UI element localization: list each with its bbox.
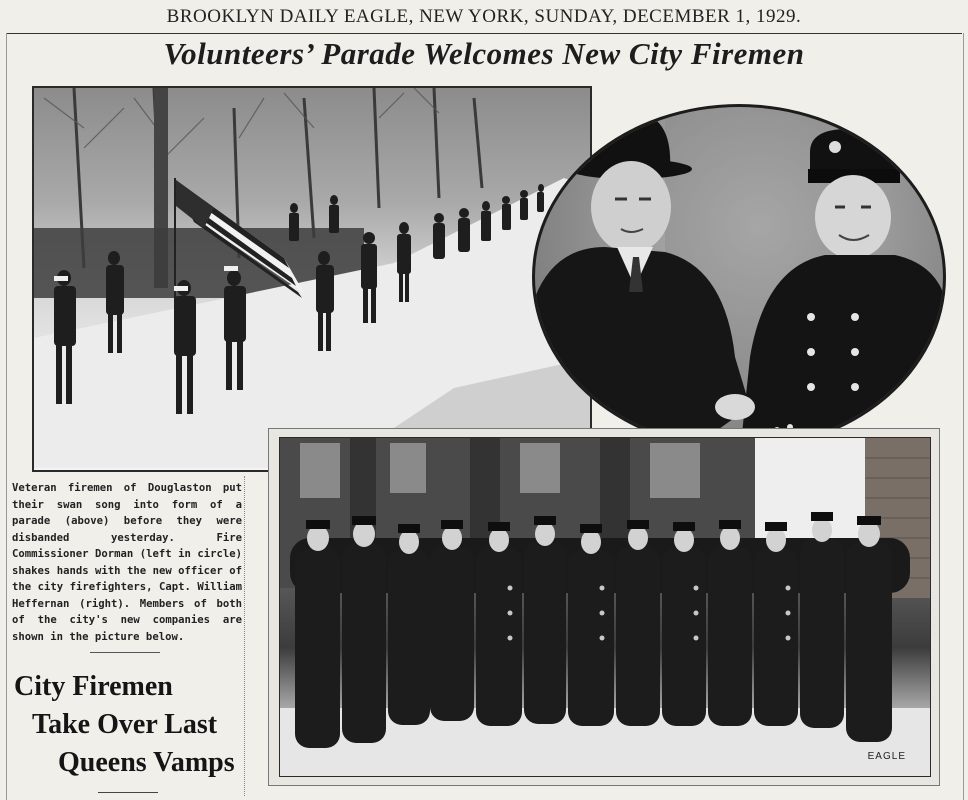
column-rule-left — [6, 33, 7, 800]
parade-illustration — [34, 88, 590, 470]
group-photo-frame — [268, 428, 940, 786]
subheadline-divider — [98, 792, 158, 793]
group-photo — [279, 437, 931, 777]
handshake-illustration — [535, 107, 946, 450]
handshake-portrait — [532, 104, 946, 450]
headline: Volunteers’ Parade Welcomes New City Firemen — [163, 36, 805, 71]
subheadline-line-2: Take Over Last — [32, 709, 218, 740]
subheadline-line-1: City Firemen — [14, 671, 173, 702]
photo-caption: Veteran firemen of Douglaston put their swan song into form of a parade (above) before they were disbanded yesterday. Fire Commissioner Dorman (left in circle) shakes hands with the new officer of the city firefighters, Capt. William Heffernan (right). Members of both of the city's new companies are shown in the picture below. — [12, 482, 242, 643]
column-rule-right — [963, 33, 964, 800]
firemen-row — [295, 538, 892, 748]
caption-divider — [90, 652, 160, 653]
group-illustration — [280, 438, 930, 776]
masthead: BROOKLYN DAILY EAGLE, NEW YORK, SUNDAY, DECEMBER 1, 1929. — [166, 6, 802, 27]
photo-credit: EAGLE — [867, 751, 906, 762]
subheadline — [14, 668, 254, 782]
subheadline-line-3: Queens Vamps — [58, 747, 235, 778]
masthead-rule — [6, 33, 962, 34]
parade-photo — [32, 86, 592, 472]
